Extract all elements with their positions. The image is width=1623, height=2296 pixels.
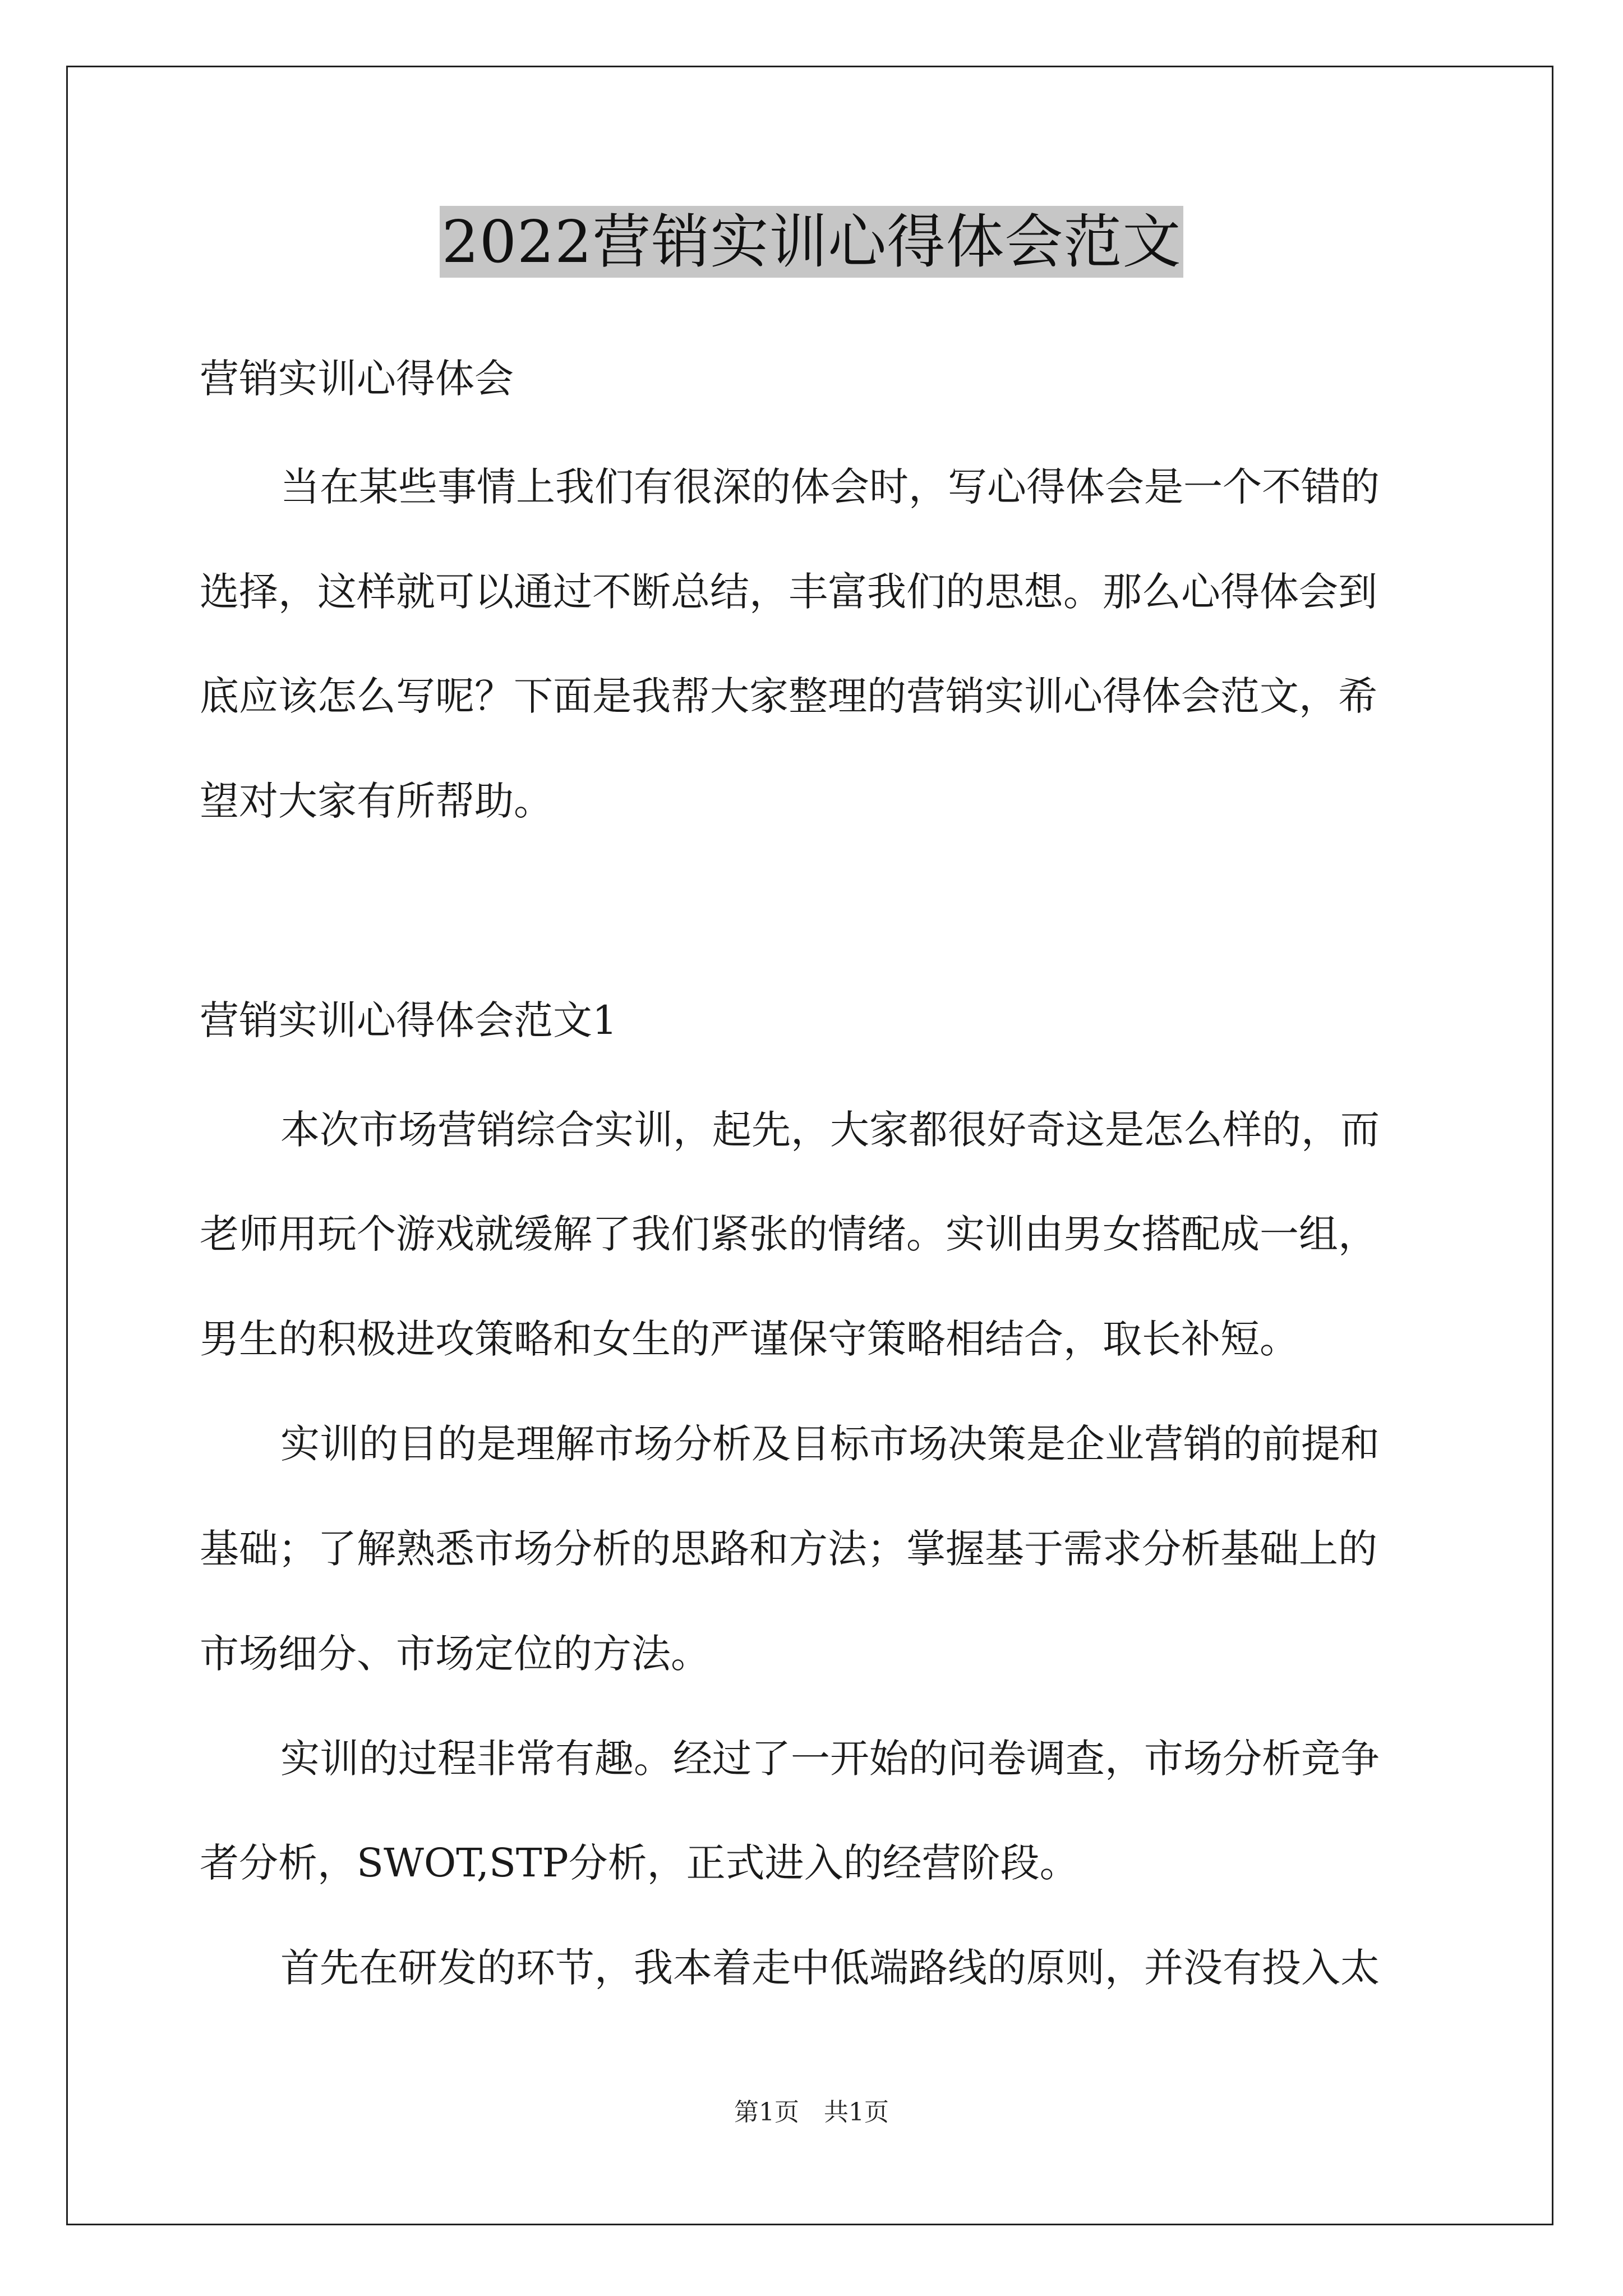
paragraph-line: 者分析，SWOT,STP分析，正式进入的经营阶段。 [200,1840,1079,1886]
section-heading: 营销实训心得体会范文1 [200,997,617,1043]
paragraph-line: 老师用玩个游戏就缓解了我们紧张的情绪。实训由男女搭配成一组， [200,1211,1377,1257]
paragraph-line: 本次市场营销综合实训，起先，大家都很好奇这是怎么样的，而 [280,1107,1380,1153]
paragraph-line: 实训的目的是理解市场分析及目标市场决策是企业营销的前提和 [280,1421,1380,1467]
paragraph-line: 市场细分、市场定位的方法。 [200,1631,710,1677]
paragraph-line: 望对大家有所帮助。 [200,778,553,824]
page-footer: 第1页 共1页 [734,2098,889,2127]
paragraph-line: 基础；了解熟悉市场分析的思路和方法；掌握基于需求分析基础上的 [200,1526,1377,1572]
title-container [0,206,1623,278]
document-title: 2022营销实训心得体会范文 [440,206,1184,278]
section-heading: 营销实训心得体会 [200,356,514,402]
paragraph-line: 实训的过程非常有趣。经过了一开始的问卷调查，市场分析竞争 [280,1736,1380,1782]
paragraph-line: 男生的积极进攻策略和女生的严谨保守策略相结合，取长补短。 [200,1316,1299,1362]
paragraph-line: 底应该怎么写呢？下面是我帮大家整理的营销实训心得体会范文，希 [200,673,1377,719]
paragraph-line: 选择，这样就可以通过不断总结，丰富我们的思想。那么心得体会到 [200,569,1377,615]
paragraph-line: 首先在研发的环节，我本着走中低端路线的原则，并没有投入太 [280,1945,1380,1991]
paragraph-line: 当在某些事情上我们有很深的体会时，写心得体会是一个不错的 [280,464,1380,510]
